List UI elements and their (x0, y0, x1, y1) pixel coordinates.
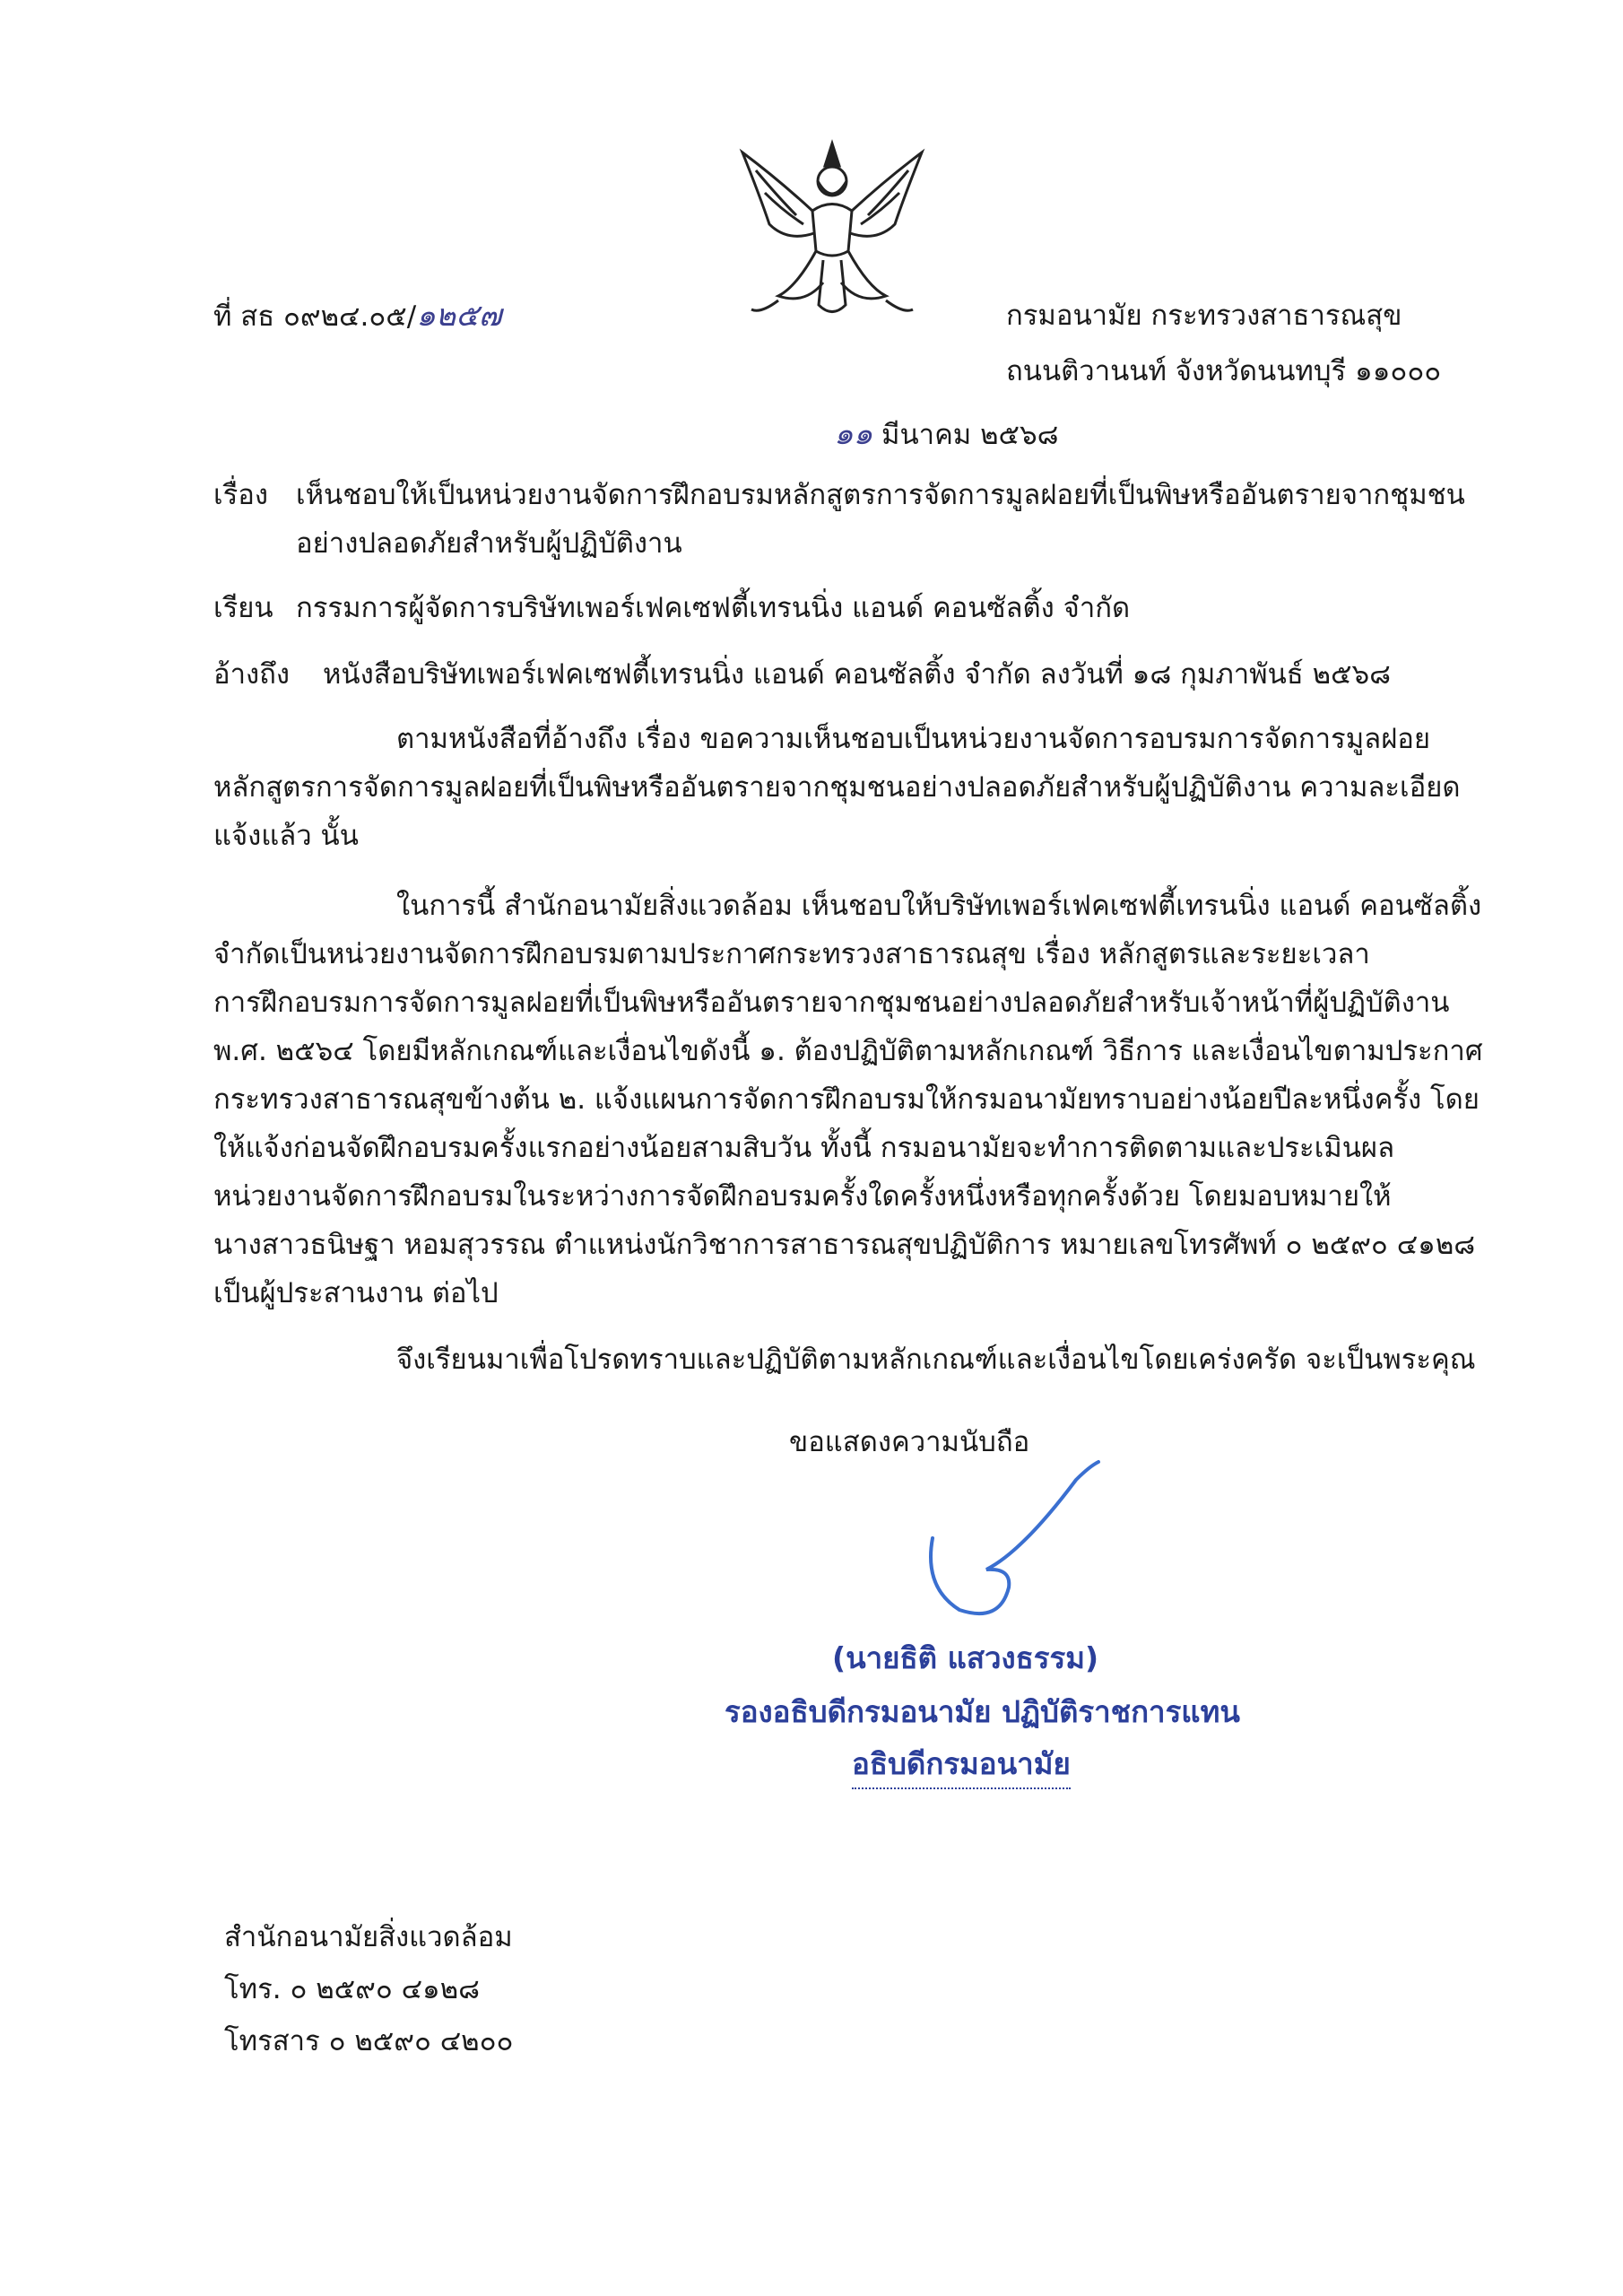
footer-tel: โทร. ๐ ๒๕๙๐ ๔๑๒๘ (224, 1973, 481, 2005)
para2-line-3: การฝึกอบรมการจัดการมูลฝอยที่เป็นพิษหรืออันตรายจากชุมชนอย่างปลอดภัยสำหรับเจ้าหน้าที่ผู้ปฏิบัติงาน (213, 987, 1450, 1019)
garuda-emblem-icon (725, 126, 940, 341)
footer-office: สำนักอนามัยสิ่งแวดล้อม (224, 1921, 513, 1953)
sender-line-1: กรมอนามัย กระทรวงสาธารณสุข (1006, 300, 1402, 332)
subject-line-2: อย่างปลอดภัยสำหรับผู้ปฏิบัติงาน (296, 527, 682, 560)
para1-line-3: แจ้งแล้ว นั้น (213, 820, 359, 852)
para1-line-2: หลักสูตรการจัดการมูลฝอยที่เป็นพิษหรืออันตรายจากชุมชนอย่างปลอดภัยสำหรับผู้ปฏิบัติงาน ความละเอียด (213, 771, 1461, 804)
to-label: เรียน (213, 592, 273, 624)
stamp-title: รองอธิบดีกรมอนามัย ปฏิบัติราชการแทน (725, 1694, 1240, 1729)
to-text: กรรมการผู้จัดการบริษัทเพอร์เฟคเซฟตี้เทรนนิ่ง แอนด์ คอนซัลติ้ง จำกัด (296, 592, 1131, 624)
para2-line-2: จำกัดเป็นหน่วยงานจัดการฝึกอบรมตามประกาศกระทรวงสาธารณสุข เรื่อง หลักสูตรและระยะเวลา (213, 938, 1370, 970)
subject-line-1: เห็นชอบให้เป็นหน่วยงานจัดการฝึกอบรมหลักสูตรการจัดการมูลฝอยที่เป็นพิษหรืออันตรายจากชุมชน (296, 479, 1465, 511)
para2-line-4: พ.ศ. ๒๕๖๔ โดยมีหลักเกณฑ์และเงื่อนไขดังนี้ ๑. ต้องปฏิบัติตามหลักเกณฑ์ วิธีการ และเงื่อนไขตามประกาศ (213, 1035, 1483, 1067)
stamp-name: (นายธิติ แสวงธรรม) (832, 1640, 1099, 1675)
para2-line-9: เป็นผู้ประสานงาน ต่อไป (213, 1277, 499, 1309)
regards-text: ขอแสดงความนับถือ (789, 1426, 1030, 1458)
para2-line-8: นางสาวธนิษฐา หอมสุวรรณ ตำแหน่งนักวิชาการสาธารณสุขปฏิบัติการ หมายเลขโทรศัพท์ ๐ ๒๕๙๐ ๔๑๒๘ (213, 1229, 1476, 1261)
handwritten-reference-number: ๑๒๕๗ (416, 298, 502, 334)
date-month-year: มีนาคม ๒๕๖๘ (881, 419, 1059, 451)
subject-label: เรื่อง (213, 479, 269, 511)
reference-prefix: ที่ สธ ๐๙๒๔.๐๕/ (213, 300, 417, 333)
para2-line-6: ให้แจ้งก่อนจัดฝึกอบรมครั้งแรกอย่างน้อยสามสิบวัน ทั้งนี้ กรมอนามัยจะทำการติดตามและประเมินผล (213, 1132, 1395, 1164)
para2-line-7: หน่วยงานจัดการฝึกอบรมในระหว่างการจัดฝึกอบรมครั้งใดครั้งหนึ่งหรือทุกครั้งด้วย โดยมอบหมายให้ (213, 1180, 1392, 1213)
closing-paragraph: จึงเรียนมาเพื่อโปรดทราบและปฏิบัติตามหลักเกณฑ์และเงื่อนไขโดยเคร่งครัด จะเป็นพระคุณ (396, 1344, 1476, 1376)
letter-date (834, 414, 1059, 455)
handwritten-day: ๑๑ (834, 416, 873, 452)
handwritten-signature (915, 1453, 1112, 1623)
sender-line-2: ถนนติวานนท์ จังหวัดนนทบุรี ๑๑๐๐๐ (1006, 355, 1442, 387)
para2-line-5: กระทรวงสาธารณสุขข้างต้น ๒. แจ้งแผนการจัดการฝึกอบรมให้กรมอนามัยทราบอย่างน้อยปีละหนึ่งครั้ง โดย (213, 1083, 1480, 1116)
reference-label: อ้างถึง (213, 658, 291, 691)
para2-line-1: ในการนี้ สำนักอนามัยสิ่งแวดล้อม เห็นชอบให้บริษัทเพอร์เฟคเซฟตี้เทรนนิ่ง แอนด์ คอนซัลติ้ง (396, 890, 1482, 922)
stamp-organization: อธิบดีกรมอนามัย (852, 1740, 1071, 1789)
para1-line-1: ตามหนังสือที่อ้างถึง เรื่อง ขอความเห็นชอบเป็นหน่วยงานจัดการอบรมการจัดการมูลฝอย (396, 723, 1431, 755)
footer-fax: โทรสาร ๐ ๒๕๙๐ ๔๒๐๐ (224, 2025, 514, 2057)
reference-text: หนังสือบริษัทเพอร์เฟคเซฟตี้เทรนนิ่ง แอนด์ คอนซัลติ้ง จำกัด ลงวันที่ ๑๘ กุมภาพันธ์ ๒๕๖๘ (323, 658, 1392, 691)
reference-number (213, 296, 502, 336)
